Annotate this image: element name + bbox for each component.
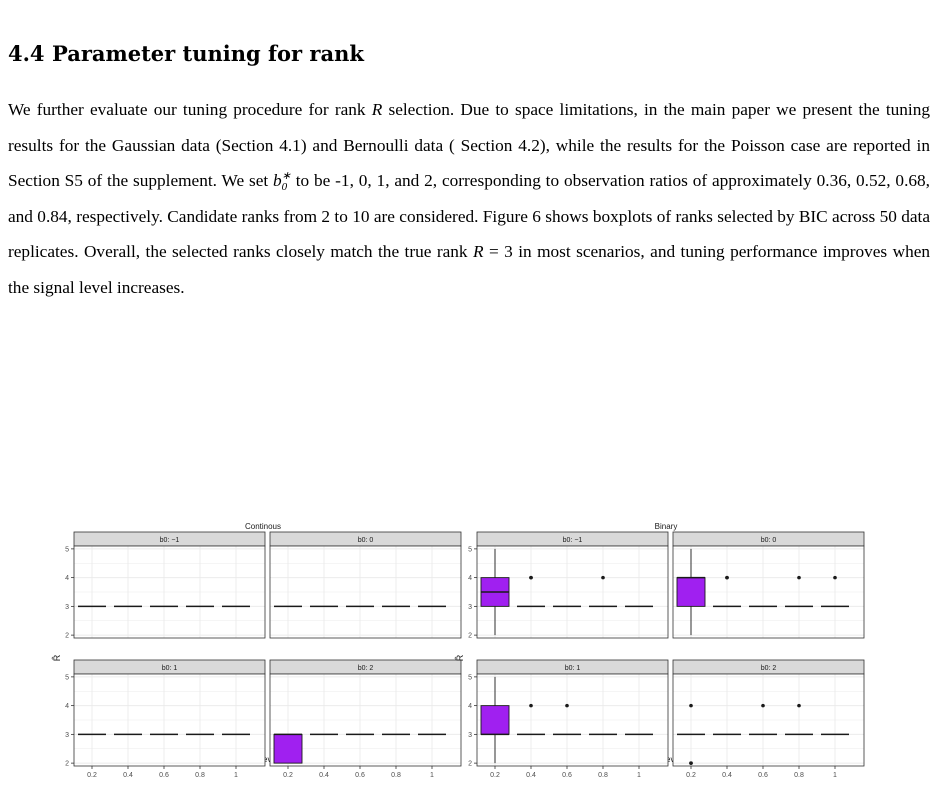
y-tick-label: 5	[468, 546, 472, 554]
rank-variable: R	[371, 100, 383, 119]
y-axis-label: R̂	[52, 654, 62, 662]
paragraph-text-2: selection. Due to space limitations, in the main paper we present the tuning results for the Gaussian data (Section 4.1) and Bernoulli data ( Section 4.2), while the results for the Poisson case are reported in Section S5 of the supplement. We set	[8, 100, 930, 190]
outlier-point	[565, 704, 569, 708]
facet-strip-label: b0: 1	[564, 665, 581, 672]
facet-panel	[270, 660, 461, 779]
outlier-point	[797, 704, 801, 708]
section-title: Parameter tuning for rank	[52, 41, 364, 66]
x-tick-label: 0.2	[490, 772, 500, 779]
y-tick-label: 2	[65, 760, 69, 768]
paragraph-text-1: We further evaluate our tuning procedure for rank	[8, 100, 372, 119]
x-tick-label: 0.8	[195, 772, 205, 779]
y-tick-label: 4	[468, 703, 472, 711]
outlier-point	[725, 576, 729, 580]
paragraph-text-3: to be -1, 0, 1, and 2, corresponding to observation ratios of approximately 0.36, 0.52, 0.68, and 0.84, respectively. Candidate ranks from 2 to 10 are considered. Figure 6 shows boxplots of ranks selected by BIC across 50 data replicates. Overall, the selected ranks closely match the true rank	[8, 171, 930, 261]
rank-boxplot-figure	[0, 520, 932, 779]
y-tick-label: 2	[65, 632, 69, 640]
paragraph-text-4: in most scenarios, and tuning performance improves when the signal level increases.	[8, 242, 931, 297]
x-tick-label: 0.6	[355, 772, 365, 779]
y-tick-label: 3	[468, 731, 472, 739]
y-tick-label: 4	[65, 575, 69, 583]
x-tick-label: 0.4	[526, 772, 536, 779]
y-tick-label: 4	[468, 575, 472, 583]
x-tick-label: 0.6	[562, 772, 572, 779]
chart-title: Continous	[244, 522, 282, 531]
outlier-point	[689, 704, 693, 708]
outlier-point	[797, 576, 801, 580]
x-axis-label: level	[664, 755, 681, 764]
facet-panel	[673, 532, 864, 638]
outlier-point	[529, 704, 533, 708]
outlier-point	[833, 576, 837, 580]
y-tick-label: 2	[468, 632, 472, 640]
facet-strip-label: b0: 2	[760, 665, 777, 672]
y-tick-label: 5	[65, 546, 69, 554]
facet-panel	[468, 660, 668, 779]
box-body	[274, 734, 302, 763]
y-tick-label: 3	[65, 603, 69, 611]
b0-variable: b ∗ 0	[273, 170, 291, 193]
x-tick-label: 0.6	[159, 772, 169, 779]
y-tick-label: 3	[65, 731, 69, 739]
facet-panel	[270, 532, 461, 638]
x-tick-label: 1	[234, 772, 238, 779]
x-tick-label: 0.8	[598, 772, 608, 779]
true-rank-equation: R = 3	[472, 242, 513, 261]
facet-strip-label: b0: −1	[562, 537, 583, 544]
outlier-point	[601, 576, 605, 580]
y-tick-label: 2	[468, 760, 472, 768]
x-tick-label: 0.2	[87, 772, 97, 779]
x-tick-label: 0.8	[794, 772, 804, 779]
facet-panel	[673, 660, 864, 779]
box-body	[677, 578, 705, 607]
y-axis-label: R̂	[455, 654, 465, 662]
facet-panel	[65, 532, 265, 640]
x-tick-label: 0.8	[391, 772, 401, 779]
x-tick-label: 0.2	[686, 772, 696, 779]
x-tick-label: 0.2	[283, 772, 293, 779]
x-axis-label: level	[261, 755, 278, 764]
section-paragraph	[8, 92, 930, 305]
y-tick-label: 3	[468, 603, 472, 611]
y-tick-label: 5	[468, 674, 472, 682]
facet-panel	[65, 660, 265, 779]
x-tick-label: 0.4	[319, 772, 329, 779]
x-tick-label: 0.4	[722, 772, 732, 779]
x-tick-label: 1	[430, 772, 434, 779]
chart-title: Binary	[654, 522, 678, 531]
facet-strip-label: b0: 0	[760, 537, 777, 544]
outlier-point	[529, 576, 533, 580]
outlier-point	[761, 704, 765, 708]
outlier-point	[689, 761, 693, 765]
section-number: 4.4	[8, 41, 45, 66]
x-tick-label: 1	[637, 772, 641, 779]
y-tick-label: 5	[65, 674, 69, 682]
x-tick-label: 0.4	[123, 772, 133, 779]
section-heading	[8, 41, 364, 66]
facet-strip-label: b0: 1	[161, 665, 178, 672]
x-tick-label: 0.6	[758, 772, 768, 779]
facet-strip-label: b0: 2	[357, 665, 374, 672]
facet-strip-label: b0: 0	[357, 537, 374, 544]
facet-strip-label: b0: −1	[159, 537, 180, 544]
y-tick-label: 4	[65, 703, 69, 711]
box-body	[481, 706, 509, 735]
x-tick-label: 1	[833, 772, 837, 779]
facet-panel	[468, 532, 668, 640]
